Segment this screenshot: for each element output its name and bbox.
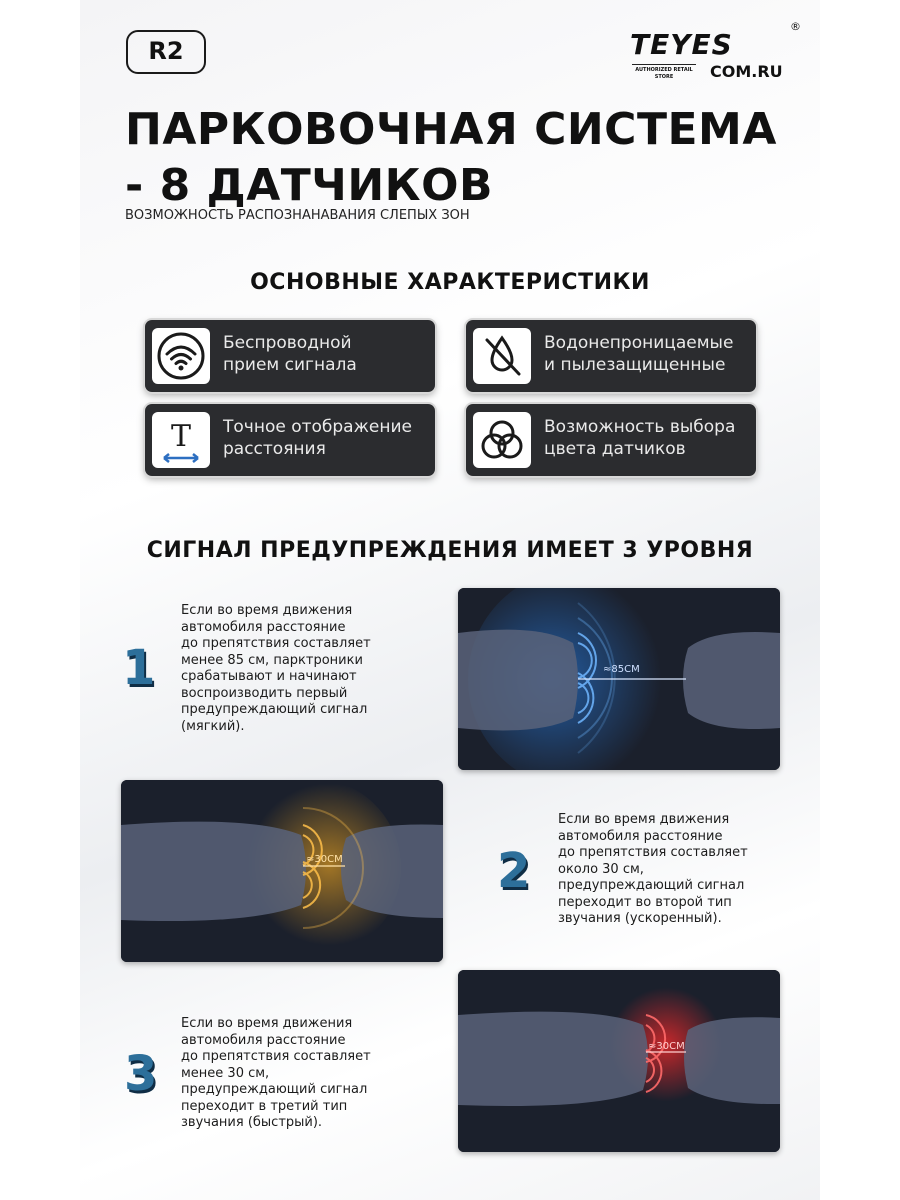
feature-label-line2: и пылезащищенные <box>544 355 726 375</box>
step-text-line: предупреждающий сигнал <box>181 702 368 717</box>
feature-label-line2: прием сигнала <box>223 355 357 375</box>
step-text-line: автомобиля расстояние <box>558 828 723 844</box>
step-text-line: воспроизводить первый <box>181 685 348 701</box>
step-text-line: Если во время движения <box>558 812 730 827</box>
logo-domain: COM.RU <box>710 62 783 81</box>
title-line-1: ПАРКОВОЧНАЯ СИСТЕМА <box>125 104 777 155</box>
step-text-line: до препятствия составляет <box>181 1049 371 1064</box>
distance-label: ≈30CM <box>306 854 343 865</box>
feature-label-line2: расстояния <box>223 439 326 459</box>
step-text-line: менее 30 см, <box>181 1065 270 1081</box>
step-text-line: звучания (ускоренный). <box>558 911 722 926</box>
step-text-line: около 30 см, <box>558 861 644 877</box>
step-text-line: предупреждающий сигнал <box>181 1082 368 1097</box>
feature-label-line1: Водонепроницаемые <box>544 333 734 353</box>
step-text-line: переходит во второй тип <box>558 894 732 910</box>
logo-tagline: AUTHORIZED RETAIL STORE <box>632 64 696 81</box>
svg-text:T: T <box>170 419 192 454</box>
brand-logo <box>630 20 810 90</box>
page-title <box>125 102 815 214</box>
feature-label-line1: Беспроводной <box>223 333 352 353</box>
step-text-line: автомобиля расстояние <box>181 619 346 635</box>
step-text-line: Если во время движения <box>181 603 353 618</box>
feature-card-wireless <box>145 320 435 392</box>
levels-title: СИГНАЛ ПРЕДУПРЕЖДЕНИЯ ИМЕЕТ 3 УРОВНЯ <box>146 538 754 563</box>
step-text-line: предупреждающий сигнал <box>558 878 745 893</box>
page-subtitle: ВОЗМОЖНОСТЬ РАСПОЗНАНАВАНИЯ СЛЕПЫХ ЗОН <box>125 208 470 223</box>
step-text-line: Если во время движения <box>181 1016 353 1031</box>
model-badge: R2 <box>126 30 206 74</box>
title-line-2: - 8 ДАТЧИКОВ <box>125 160 494 211</box>
distance-label: ≈85CM <box>603 664 640 675</box>
no-water-icon <box>473 328 531 384</box>
step-text-line: автомобиля расстояние <box>181 1032 346 1048</box>
step-number: 1 <box>122 640 156 696</box>
sensor-illustration-level-1 <box>458 588 780 770</box>
step-text-line: звучания (быстрый). <box>181 1115 323 1130</box>
feature-card-distance <box>145 404 435 476</box>
step-description <box>558 812 793 928</box>
step-description <box>181 603 416 735</box>
step-number: 2 <box>497 843 531 899</box>
logo-registered-mark: ® <box>790 20 801 33</box>
feature-card-colors <box>466 404 756 476</box>
step-description <box>181 1016 416 1132</box>
feature-label-line1: Возможность выбора <box>544 417 736 437</box>
feature-label-line2: цвета датчиков <box>544 439 686 459</box>
sensor-illustration-level-3 <box>458 970 780 1152</box>
step-text-line: до препятствия составляет <box>558 845 748 860</box>
wifi-icon <box>152 328 210 384</box>
step-text-line: (мягкий). <box>181 718 245 734</box>
color-circles-icon <box>473 412 531 468</box>
feature-label-line1: Точное отображение <box>223 417 413 437</box>
step-number: 3 <box>124 1046 158 1102</box>
step-text-line: переходит в третий тип <box>181 1098 348 1114</box>
step-text-line: менее 85 см, парктроники <box>181 652 363 668</box>
features-title: ОСНОВНЫЕ ХАРАКТЕРИСТИКИ <box>250 270 650 295</box>
distance-icon <box>152 412 210 468</box>
sensor-illustration-level-2 <box>121 780 443 962</box>
step-text-line: срабатывают и начинают <box>181 669 357 684</box>
feature-card-waterproof <box>466 320 756 392</box>
distance-label: ≈30CM <box>648 1041 685 1052</box>
step-text-line: до препятствия составляет <box>181 636 371 651</box>
logo-brand: TEYES <box>630 28 733 61</box>
